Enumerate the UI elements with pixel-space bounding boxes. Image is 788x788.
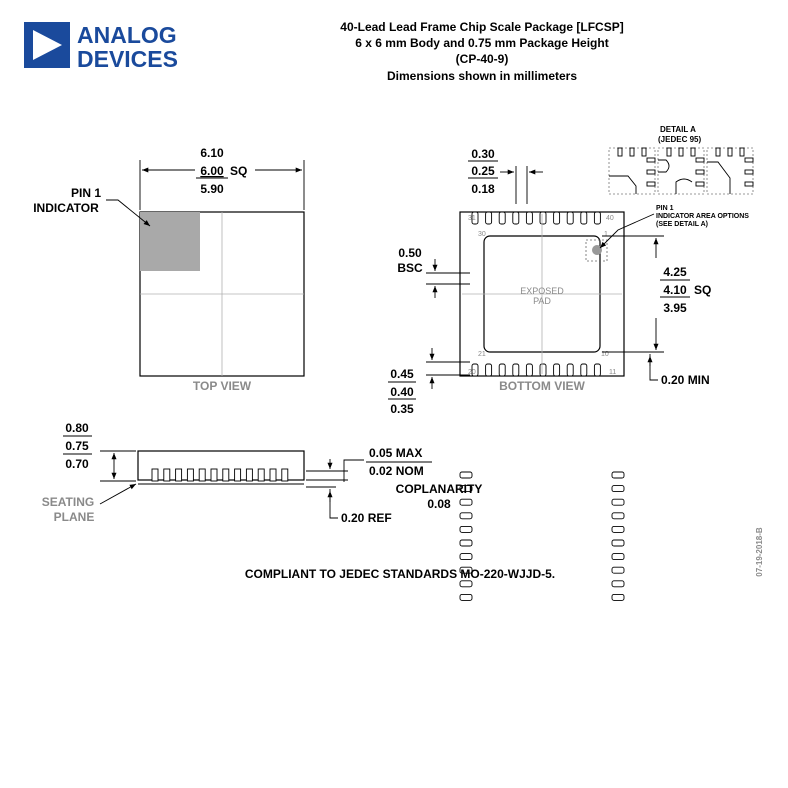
side-lead — [164, 469, 170, 481]
pin-number-40: 40 — [606, 215, 614, 222]
min-value: 0.20 MIN — [661, 373, 710, 387]
side-lead — [211, 469, 217, 481]
header-title: 40-Lead Lead Frame Chip Scale Package [LFCSP] — [340, 20, 624, 34]
lead-top — [554, 212, 560, 224]
pin1-label-line1: PIN 1 — [70, 186, 102, 200]
lead-top — [526, 212, 532, 224]
lead-bottom — [513, 364, 519, 376]
header-units: Dimensions shown in millimeters — [386, 69, 578, 83]
lead-top — [486, 212, 492, 224]
pad-dim-max: 4.25 — [663, 265, 687, 279]
seating-plane-label-line2: PLANE — [53, 510, 95, 524]
height-min: 0.70 — [65, 457, 89, 471]
side-lead — [187, 469, 193, 481]
lead-len-max: 0.45 — [390, 367, 414, 381]
side-lead — [152, 469, 158, 481]
top-view — [33, 146, 304, 393]
side-lead — [246, 469, 252, 481]
lead-len-min: 0.35 — [390, 402, 414, 416]
lead-left — [460, 526, 472, 532]
lead-bottom — [486, 364, 492, 376]
lead-left — [460, 581, 472, 587]
side-view-leads — [152, 469, 288, 481]
lead-top — [513, 212, 519, 224]
pin-number-11: 11 — [609, 369, 617, 376]
lead-top — [581, 212, 587, 224]
standoff-max: 0.05 MAX — [369, 446, 423, 460]
detail-a — [600, 125, 753, 248]
header-package-code: (CP-40-9) — [455, 52, 509, 66]
logo-line2: DEVICES — [77, 46, 178, 72]
lead-left — [460, 513, 472, 519]
analog-devices-logo — [24, 22, 178, 72]
lead-top — [540, 212, 546, 224]
min-leader — [650, 354, 658, 380]
lead-bottom — [540, 364, 546, 376]
side-lead — [199, 469, 205, 481]
lead-bottom — [554, 364, 560, 376]
lead-top — [594, 212, 600, 224]
lead-left — [460, 594, 472, 600]
top-dim-nom: 6.00 — [200, 164, 224, 178]
lead-left — [460, 499, 472, 505]
lead-left — [460, 554, 472, 560]
top-dim-sq: SQ — [230, 164, 248, 178]
top-dim-min: 5.90 — [200, 182, 224, 196]
seating-plane-label-line1: SEATING — [41, 495, 95, 509]
pad-dim-min: 3.95 — [663, 301, 687, 315]
lead-right — [612, 499, 624, 505]
lead-top — [567, 212, 573, 224]
coplanarity-label: COPLANARITY — [395, 482, 483, 496]
detail-a-option-2 — [658, 148, 704, 194]
top-view-label: TOP VIEW — [192, 379, 252, 393]
standoff-nom: 0.02 NOM — [369, 464, 424, 478]
header — [340, 20, 623, 83]
side-lead — [235, 469, 241, 481]
lead-right — [612, 513, 624, 519]
height-max: 0.80 — [65, 421, 89, 435]
pin-number-10: 10 — [601, 351, 609, 358]
side-view — [42, 421, 483, 525]
exposed-pad-label-line1: EXPOSED — [520, 286, 564, 296]
header-body: 6 x 6 mm Body and 0.75 mm Package Height — [355, 36, 609, 50]
logo-line1: ANALOG — [77, 22, 177, 48]
pin-number-30: 30 — [478, 231, 486, 238]
pin-number-1: 1 — [604, 231, 608, 238]
side-lead — [270, 469, 276, 481]
side-lead — [223, 469, 229, 481]
lead-bottom — [594, 364, 600, 376]
lead-right — [612, 567, 624, 573]
lead-right — [612, 594, 624, 600]
side-lead — [176, 469, 182, 481]
side-lead — [258, 469, 264, 481]
ref-leader — [330, 489, 338, 518]
lead-bottom — [567, 364, 573, 376]
lead-width-nom: 0.25 — [471, 164, 495, 178]
pin-number-20: 20 — [468, 369, 476, 376]
lead-left — [460, 540, 472, 546]
pin-number-21: 21 — [478, 351, 486, 358]
detail-a-option-1 — [609, 148, 655, 194]
seating-plane-leader — [100, 484, 136, 504]
lead-width-max: 0.30 — [471, 147, 495, 161]
bottom-view-label: BOTTOM VIEW — [499, 379, 585, 393]
pin1-indicator-area — [140, 212, 200, 271]
lead-right — [612, 472, 624, 478]
lead-right — [612, 581, 624, 587]
date-code: 07-19-2018-B — [755, 527, 764, 577]
pin1-options-line2: INDICATOR AREA OPTIONS — [656, 213, 749, 220]
height-nom: 0.75 — [65, 439, 89, 453]
lead-width-min: 0.18 — [471, 182, 495, 196]
detail-a-title: DETAIL A — [660, 125, 696, 134]
side-view-body — [138, 451, 304, 480]
pad-dim-sq: SQ — [694, 283, 712, 297]
ref-value: 0.20 REF — [341, 511, 392, 525]
pin1-label-line2: INDICATOR — [33, 201, 99, 215]
pin1-dot-icon — [592, 245, 602, 255]
detail-a-option-3 — [707, 148, 753, 194]
lead-bottom — [526, 364, 532, 376]
compliance-note: COMPLIANT TO JEDEC STANDARDS MO-220-WJJD-5. — [244, 567, 556, 581]
lead-right — [612, 486, 624, 492]
lead-bottom — [581, 364, 587, 376]
pin1-options-line1: PIN 1 — [656, 205, 674, 212]
pad-dim-nom: 4.10 — [663, 283, 687, 297]
detail-a-jedec: (JEDEC 95) — [658, 135, 702, 144]
lead-len-nom: 0.40 — [390, 385, 414, 399]
lead-right — [612, 526, 624, 532]
lead-right — [612, 540, 624, 546]
lead-right — [612, 554, 624, 560]
pin1-options-line3: (SEE DETAIL A) — [656, 221, 708, 228]
top-dim-max: 6.10 — [200, 146, 224, 160]
exposed-pad-label-line2: PAD — [533, 296, 551, 306]
lead-left — [460, 472, 472, 478]
pin-number-31: 31 — [468, 215, 476, 222]
lead-bottom — [499, 364, 505, 376]
lead-top — [499, 212, 505, 224]
pitch-value: 0.50 — [398, 246, 422, 260]
pitch-bsc: BSC — [397, 261, 423, 275]
coplanarity-value: 0.08 — [427, 497, 451, 511]
side-lead — [282, 469, 288, 481]
